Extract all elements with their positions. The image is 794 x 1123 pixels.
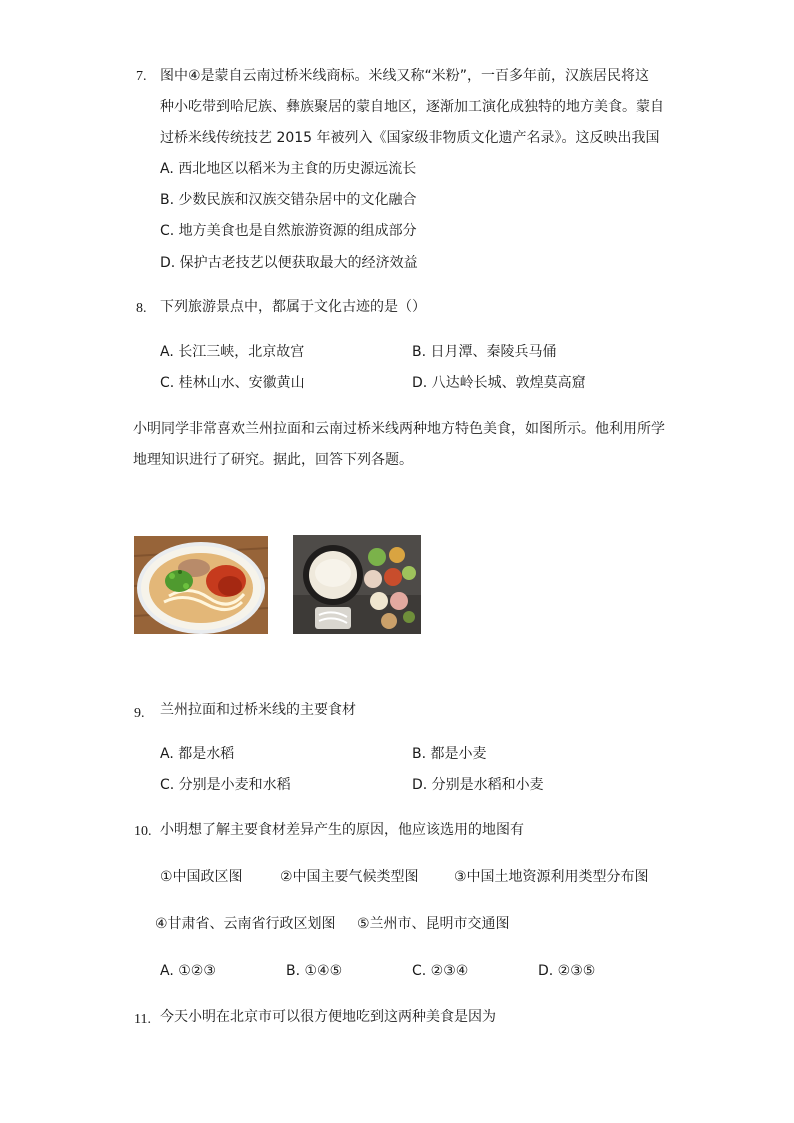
q10-stem: 小明想了解主要食材差异产生的原因，他应该选用的地图有 — [160, 822, 524, 838]
q7-stem-line-1: 图中④是蒙自云南过桥米线商标。米线又称“米粉”，一百多年前，汉族居民将这 — [160, 68, 650, 84]
q8-option-b: B. 日月潭、秦陵兵马俑 — [412, 344, 557, 360]
q9-option-a: A. 都是水稻 — [160, 746, 235, 762]
q11-stem: 今天小明在北京市可以很方便地吃到这两种美食是因为 — [160, 1009, 496, 1025]
q8-option-c: C. 桂林山水、安徽黄山 — [160, 375, 305, 391]
q10-option-b: B. ①④⑤ — [286, 963, 343, 979]
q10-map-2: ②中国主要气候类型图 — [280, 869, 419, 885]
q9-stem: 兰州拉面和过桥米线的主要食材 — [160, 702, 356, 718]
q7-number: 7. — [136, 69, 147, 84]
q7-stem-line-2: 种小吃带到哈尼族、彝族聚居的蒙自地区，逐渐加工演化成独特的地方美食。蒙自 — [160, 99, 664, 115]
q10-number: 10. — [134, 824, 152, 839]
q8-option-d: D. 八达岭长城、敦煌莫高窟 — [412, 375, 586, 391]
q9-number: 9. — [134, 706, 145, 721]
q7-option-a: A. 西北地区以稻米为主食的历史源远流长 — [160, 161, 417, 177]
rice-noodles-photo — [293, 535, 421, 634]
q10-map-1: ①中国政区图 — [160, 869, 243, 885]
q7-option-c: C. 地方美食也是自然旅游资源的组成部分 — [160, 223, 417, 239]
q9-option-c: C. 分别是小麦和水稻 — [160, 777, 291, 793]
q10-option-c: C. ②③④ — [412, 963, 469, 979]
q9-option-d: D. 分别是水稻和小麦 — [412, 777, 544, 793]
intro-line-2: 地理知识进行了研究。据此，回答下列各题。 — [133, 452, 413, 468]
q10-option-a: A. ①②③ — [160, 963, 216, 979]
q7-option-d: D. 保护古老技艺以便获取最大的经济效益 — [160, 255, 418, 271]
q7-option-b: B. 少数民族和汉族交错杂居中的文化融合 — [160, 192, 417, 208]
q8-number: 8. — [136, 301, 147, 316]
q10-map-5: ⑤兰州市、昆明市交通图 — [357, 916, 510, 932]
q8-stem: 下列旅游景点中，都属于文化古迹的是（） — [160, 299, 426, 315]
q8-option-a: A. 长江三峡，北京故宫 — [160, 344, 305, 360]
q10-map-4: ④甘肃省、云南省行政区划图 — [155, 916, 336, 932]
q11-number: 11. — [134, 1012, 151, 1027]
intro-line-1: 小明同学非常喜欢兰州拉面和云南过桥米线两种地方特色美食，如图所示。他利用所学 — [133, 421, 665, 437]
lanzhou-noodles-photo — [134, 536, 268, 634]
q10-map-3: ③中国土地资源利用类型分布图 — [454, 869, 649, 885]
q7-stem-line-3: 过桥米线传统技艺 2015 年被列入《国家级非物质文化遗产名录》。这反映出我国 — [160, 130, 660, 146]
q9-option-b: B. 都是小麦 — [412, 746, 487, 762]
q10-option-d: D. ②③⑤ — [538, 963, 596, 979]
